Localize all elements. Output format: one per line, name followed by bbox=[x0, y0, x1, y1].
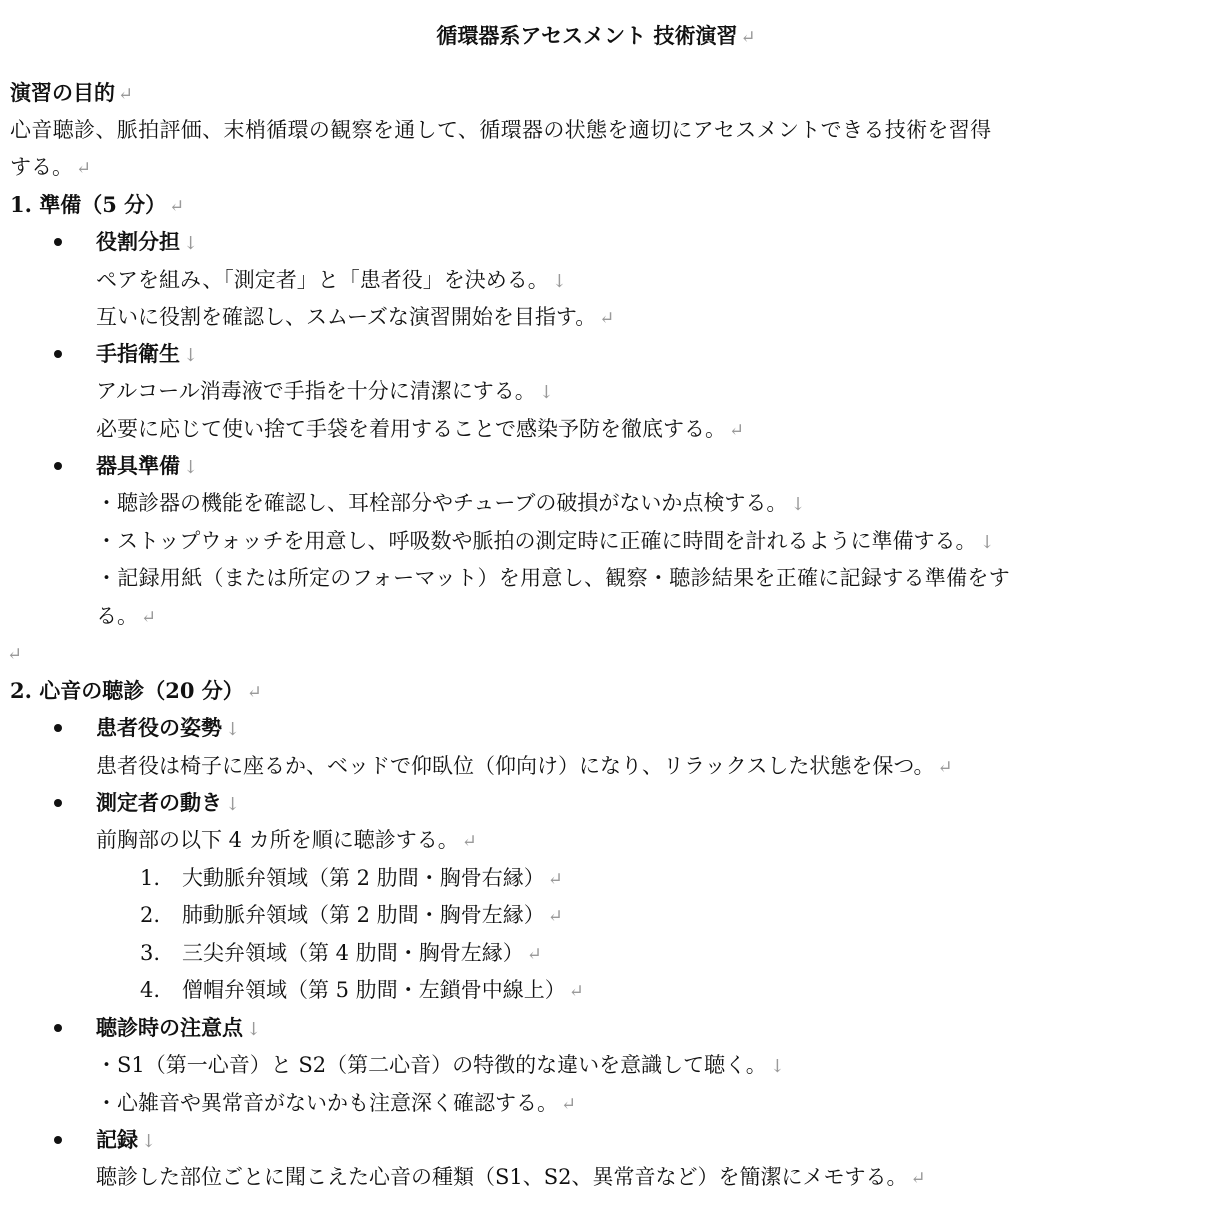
paragraph-mark: ↵ bbox=[547, 869, 563, 890]
paragraph-mark: ↵ bbox=[526, 944, 542, 965]
line-break-mark: ↓ bbox=[225, 719, 241, 740]
s1-roles-heading: 役割分担 ↓ bbox=[96, 229, 199, 254]
purpose-heading: 演習の目的 ↵ bbox=[10, 80, 134, 105]
paragraph-mark: ↵ bbox=[568, 981, 584, 1002]
line-break-mark: ↓ bbox=[979, 532, 995, 553]
line-break-mark: ↓ bbox=[141, 1131, 157, 1152]
section1-heading: 1. 準備（5 分） ↵ bbox=[10, 192, 185, 217]
purpose-text-line2: する。 ↵ bbox=[10, 155, 92, 179]
paragraph-mark: ↵ bbox=[547, 906, 563, 927]
s2-posture-line1: 患者役は椅子に座るか、ベッドで仰臥位（仰向け）になり、リラックスした状態を保つ。 ↵ bbox=[96, 754, 953, 778]
bullet-icon bbox=[54, 799, 62, 807]
list-item: 2. 肺動脈弁領域（第 2 肋間・胸骨左縁） ↵ bbox=[140, 903, 563, 927]
s1-equipment-line4: る。 ↵ bbox=[96, 604, 157, 628]
list-item: 4. 僧帽弁領域（第 5 肋間・左鎖骨中線上） ↵ bbox=[140, 978, 584, 1002]
s2-posture-heading: 患者役の姿勢 ↓ bbox=[96, 715, 241, 740]
paragraph-mark: ↵ bbox=[729, 420, 745, 441]
s2-record-line1: 聴診した部位ごとに聞こえた心音の種類（S1、S2、異常音など）を簡潔にメモする。 ↵ bbox=[96, 1165, 926, 1189]
s1-equipment-heading: 器具準備 ↓ bbox=[96, 453, 199, 478]
line-break-mark: ↓ bbox=[225, 794, 241, 815]
bullet-icon bbox=[54, 350, 62, 358]
line-break-mark: ↓ bbox=[183, 233, 199, 254]
line-break-mark: ↓ bbox=[183, 457, 199, 478]
paragraph-mark: ↵ bbox=[141, 607, 157, 628]
paragraph-mark: ↵ bbox=[910, 1168, 926, 1189]
line-break-mark: ↓ bbox=[538, 382, 554, 403]
paragraph-mark: ↵ bbox=[561, 1094, 577, 1115]
line-break-mark: ↓ bbox=[551, 271, 567, 292]
s2-cautions-line1: ・S1（第一心音）と S2（第二心音）の特徴的な違いを意識して聴く。 ↓ bbox=[96, 1053, 785, 1077]
paragraph-mark: ↵ bbox=[246, 682, 262, 703]
line-break-mark: ↓ bbox=[769, 1056, 785, 1077]
paragraph-mark: ↵ bbox=[76, 158, 92, 179]
s1-equipment-line1: ・聴診器の機能を確認し、耳栓部分やチューブの破損がないか点検する。 ↓ bbox=[96, 491, 806, 515]
s2-cautions-line2: ・心雑音や異常音がないかも注意深く確認する。 ↵ bbox=[96, 1091, 577, 1115]
s2-examiner-heading: 測定者の動き ↓ bbox=[96, 790, 241, 815]
bullet-icon bbox=[54, 1136, 62, 1144]
s1-roles-line1: ペアを組み、「測定者」と「患者役」を決める。 ↓ bbox=[96, 268, 567, 292]
empty-paragraph bbox=[4, 639, 22, 669]
s1-roles-line2: 互いに役割を確認し、スムーズな演習開始を目指す。 ↵ bbox=[96, 305, 615, 329]
document-title: 循環器系アセスメント 技術演習 ↵ bbox=[436, 23, 756, 48]
paragraph-mark: ↵ bbox=[169, 196, 185, 217]
s1-equipment-line2: ・ストップウォッチを用意し、呼吸数や脈拍の測定時に正確に時間を計れるように準備する。 ↓ bbox=[96, 529, 995, 553]
list-item: 1. 大動脈弁領域（第 2 肋間・胸骨右縁） ↵ bbox=[140, 866, 563, 890]
paragraph-mark: ↵ bbox=[599, 308, 615, 329]
s1-hygiene-line1: アルコール消毒液で手指を十分に清潔にする。 ↓ bbox=[96, 379, 554, 403]
bullet-icon bbox=[54, 238, 62, 246]
list-item: 3. 三尖弁領域（第 4 肋間・胸骨左縁） ↵ bbox=[140, 941, 542, 965]
bullet-icon bbox=[54, 462, 62, 470]
bullet-icon bbox=[54, 1024, 62, 1032]
section2-heading: 2. 心音の聴診（20 分） ↵ bbox=[10, 678, 262, 703]
s2-cautions-heading: 聴診時の注意点 ↓ bbox=[96, 1015, 262, 1040]
purpose-text-line1: 心音聴診、脈拍評価、末梢循環の観察を通して、循環器の状態を適切にアセスメントできる技術を習得 bbox=[10, 118, 992, 142]
line-break-mark: ↓ bbox=[246, 1019, 262, 1040]
line-break-mark: ↓ bbox=[183, 345, 199, 366]
s2-record-heading: 記録 ↓ bbox=[96, 1127, 157, 1152]
paragraph-mark: ↵ bbox=[740, 27, 756, 48]
paragraph-mark: ↵ bbox=[461, 831, 477, 852]
line-break-mark: ↓ bbox=[790, 494, 806, 515]
bullet-icon bbox=[54, 724, 62, 732]
s1-hygiene-heading: 手指衛生 ↓ bbox=[96, 341, 199, 366]
s1-equipment-line3: ・記録用紙（または所定のフォーマット）を用意し、観察・聴診結果を正確に記録する準備をす bbox=[96, 566, 1011, 590]
paragraph-mark: ↵ bbox=[118, 84, 134, 105]
s2-examiner-line1: 前胸部の以下 4 カ所を順に聴診する。 ↵ bbox=[96, 828, 477, 852]
paragraph-mark: ↵ bbox=[7, 644, 23, 665]
s1-hygiene-line2: 必要に応じて使い捨て手袋を着用することで感染予防を徹底する。 ↵ bbox=[96, 417, 745, 441]
paragraph-mark: ↵ bbox=[937, 757, 953, 778]
